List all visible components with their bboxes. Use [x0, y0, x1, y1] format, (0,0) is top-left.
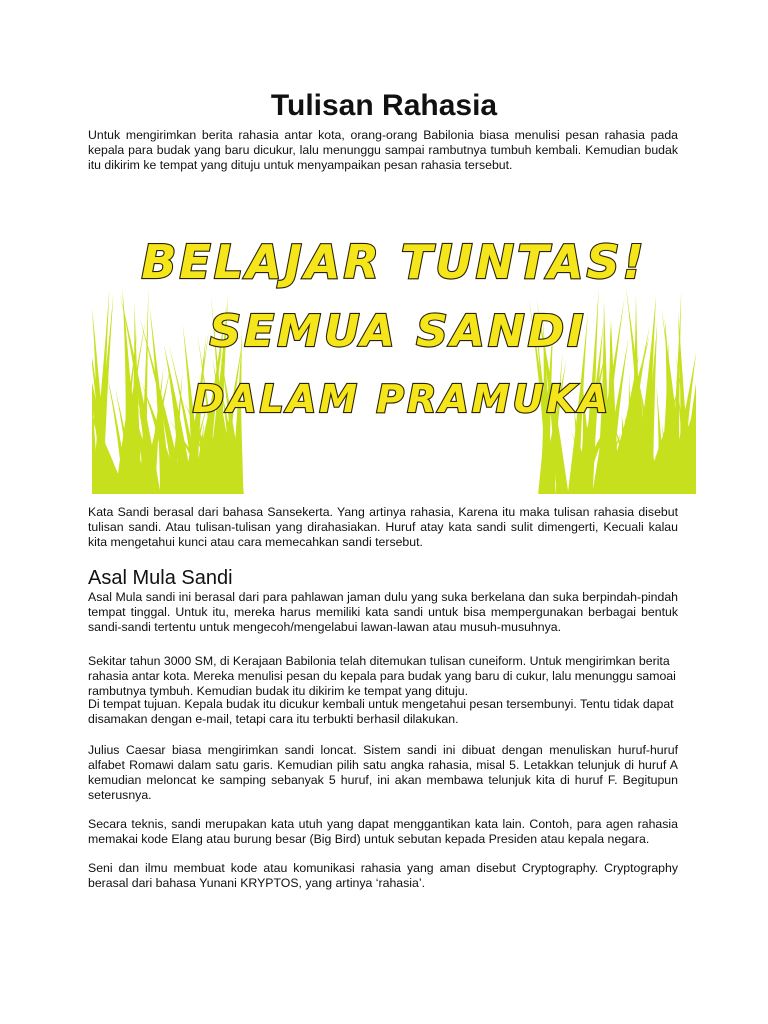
- page-title: Tulisan Rahasia: [270, 89, 498, 122]
- asal-paragraph: Asal Mula sandi ini berasal dari para pahlawan jaman dulu yang suka berkelana dan suka berpindah-pindah tempat tinggal. Untuk itu, mereka harus memiliki kata sandi untuk bisa mempergunakan berbagai bentuk sandi-sandi tertentu untuk mengecoh/mengelabui lawan-lawan atau musuh-musuhnya.: [88, 590, 678, 635]
- grass-illustration: [92, 206, 696, 494]
- sandi-paragraph: Kata Sandi berasal dari bahasa Sansekerta. Yang artinya rahasia, Karena itu maka tulisan rahasia disebut tulisan sandi. Atau tulisan-tulisan yang dirahasiakan. Huruf atay kata sandi sulit dimengerti, Kecuali kalau kita mengetahui kunci atau cara memecahkan sandi tersebut.: [88, 505, 678, 550]
- banner-line-2: SEMUA SANDI: [209, 306, 587, 357]
- section-heading: Asal Mula Sandi: [88, 567, 233, 589]
- banner-image: [92, 206, 696, 494]
- crypto-paragraph: Seni dan ilmu membuat kode atau komunikasi rahasia yang aman disebut Cryptography. Cryptography berasal dari bahasa Yunani KRYPTOS, yang artinya ‘rahasia’.: [88, 861, 678, 891]
- babilonia-paragraph-1: Sekitar tahun 3000 SM, di Kerajaan Babilonia telah ditemukan tulisan cuneiform. Untuk mengirimkan berita rahasia antar kota. Mereka menulisi pesan du kepala para budak yang baru di cukur, lalu menunggu samoai rambutnya tymbuh. Kemudian budak itu dikirim ke tempat yang dituju.: [88, 654, 676, 699]
- caesar-paragraph: Julius Caesar biasa mengirimkan sandi loncat. Sistem sandi ini dibuat dengan menuliskan huruf-huruf alfabet Romawi dalam satu garis. Kemudian pilih satu angka rahasia, misal 5. Letakkan telunjuk di huruf A kemudian meloncat ke samping sebanyak 5 huruf, ini akan membawa telunjuk kita di huruf F. Begitupun seterusnya.: [88, 743, 678, 803]
- babilonia-paragraph-2: Di tempat tujuan. Kepala budak itu dicukur kembali untuk mengetahui pesan tersembunyi. Tentu tidak dapat disamakan dengan e-mail, tetapi cara itu terbukti berhasil dilakukan.: [88, 697, 674, 727]
- teknis-paragraph: Secara teknis, sandi merupakan kata utuh yang dapat menggantikan kata lain. Contoh, para agen rahasia memakai kode Elang atau burung besar (Big Bird) untuk sebutan kepada Presiden atau kepala negara.: [88, 817, 678, 847]
- banner-line-3: DALAM PRAMUKA: [192, 377, 612, 421]
- intro-paragraph: Untuk mengirimkan berita rahasia antar kota, orang-orang Babilonia biasa menulisi pesan rahasia pada kepala para budak yang baru dicukur, lalu menunggu sampai rambutnya tumbuh kembali. Kemudian budak itu dikirim ke tempat yang dituju untuk menyampaikan pesan rahasia tersebut.: [88, 128, 678, 173]
- banner-line-1: BELAJAR TUNTAS!: [141, 235, 647, 289]
